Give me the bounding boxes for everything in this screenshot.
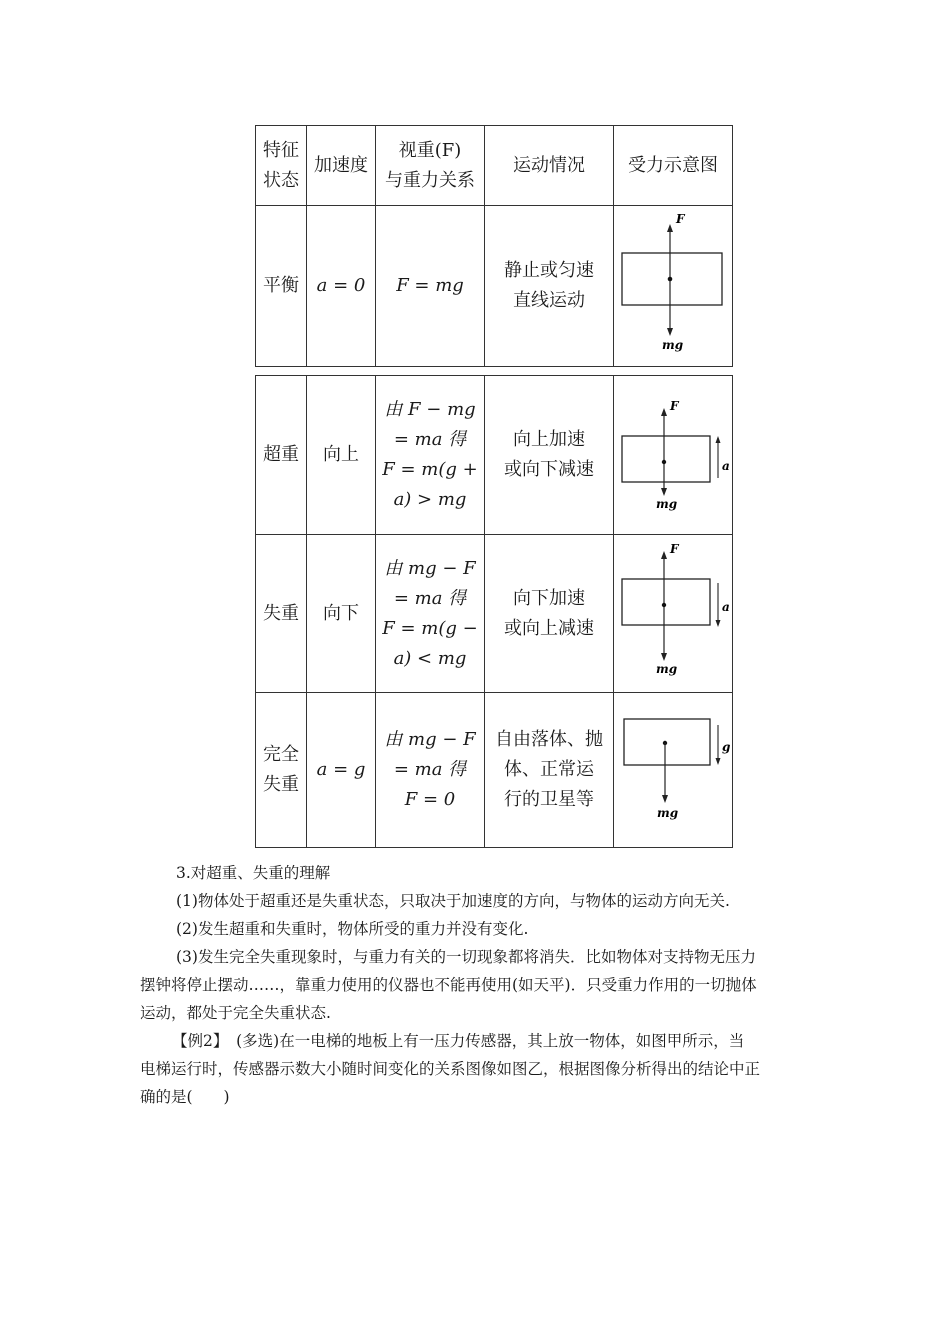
label-force: F xyxy=(670,399,679,413)
diagram-cell xyxy=(614,693,733,848)
table-row-weightless xyxy=(256,535,733,693)
label-weight: mg xyxy=(656,497,678,511)
diagram-cell xyxy=(614,206,733,367)
table-header-row xyxy=(256,126,733,206)
relation-cell: 由 mg − F = ma 得 F = 0 xyxy=(376,693,485,848)
table-row-overweight xyxy=(256,376,733,535)
header-accel: 加速度 xyxy=(307,126,376,206)
relation-cell: 由 F − mg = ma 得 F = m(g + a) > mg xyxy=(376,376,485,535)
accel-cell: a = g xyxy=(307,693,376,848)
motion-cell: 向上加速 或向下减速 xyxy=(485,376,614,535)
table-part-2 xyxy=(255,375,733,848)
table-row-complete-weightless xyxy=(256,693,733,848)
example-line-1: 【例2】 (多选)在一电梯的地板上有一压力传感器，其上放一物体，如图甲所示，当 xyxy=(172,1032,745,1050)
accel-cell: 向下 xyxy=(307,535,376,693)
relation-cell: 由 mg − F = ma 得 F = m(g − a) < mg xyxy=(376,535,485,693)
label-weight: mg xyxy=(662,338,684,352)
label-force: F xyxy=(676,212,685,226)
accel-cell: 向上 xyxy=(307,376,376,535)
label-accel: a xyxy=(722,599,730,614)
example-line-2: 电梯运行时，传感器示数大小随时间变化的关系图像如图乙，根据图像分析得出的结论中正 xyxy=(140,1060,761,1078)
paragraph-1: (1)物体处于超重还是失重状态，只取决于加速度的方向，与物体的运动方向无关. xyxy=(176,892,730,910)
header-motion: 运动情况 xyxy=(485,126,614,206)
table-row-balance xyxy=(256,206,733,367)
label-gravity: g xyxy=(722,740,731,754)
force-diagram-balance xyxy=(616,206,731,356)
label-weight: mg xyxy=(657,806,679,820)
header-state: 特征 状态 xyxy=(256,126,307,206)
paragraph-2: (2)发生超重和失重时，物体所受的重力并没有变化. xyxy=(176,920,529,938)
label-accel: a xyxy=(722,459,730,473)
force-diagram-weightless xyxy=(616,539,731,679)
motion-cell: 静止或匀速 直线运动 xyxy=(485,206,614,367)
force-diagram-complete-weightless xyxy=(616,695,731,835)
state-cell: 超重 xyxy=(256,376,307,535)
label-weight: mg xyxy=(656,661,678,676)
section-heading: 3.对超重、失重的理解 xyxy=(176,864,331,882)
state-cell: 完全 失重 xyxy=(256,693,307,848)
force-diagram-overweight xyxy=(616,380,731,520)
state-cell: 平衡 xyxy=(256,206,307,367)
paragraph-3-line-1: (3)发生完全失重现象时，与重力有关的一切现象都将消失．比如物体对支持物无压力 xyxy=(176,948,756,966)
header-relation: 视重(F) 与重力关系 xyxy=(376,126,485,206)
relation-cell: F = mg xyxy=(376,206,485,367)
paragraph-3-line-2: 摆钟将停止摆动……，靠重力使用的仪器也不能再使用(如天平)．只受重力作用的一切抛体 xyxy=(140,976,757,994)
example-line-3: 确的是( ) xyxy=(140,1088,230,1106)
diagram-cell xyxy=(614,376,733,535)
motion-cell: 自由落体、抛 体、正常运 行的卫星等 xyxy=(485,693,614,848)
label-force: F xyxy=(670,541,679,556)
motion-cell: 向下加速 或向上减速 xyxy=(485,535,614,693)
table-part-1 xyxy=(255,125,733,367)
header-diagram: 受力示意图 xyxy=(614,126,733,206)
accel-cell: a = 0 xyxy=(307,206,376,367)
paragraph-3-line-3: 运动，都处于完全失重状态. xyxy=(140,1004,331,1022)
state-cell: 失重 xyxy=(256,535,307,693)
diagram-cell xyxy=(614,535,733,693)
